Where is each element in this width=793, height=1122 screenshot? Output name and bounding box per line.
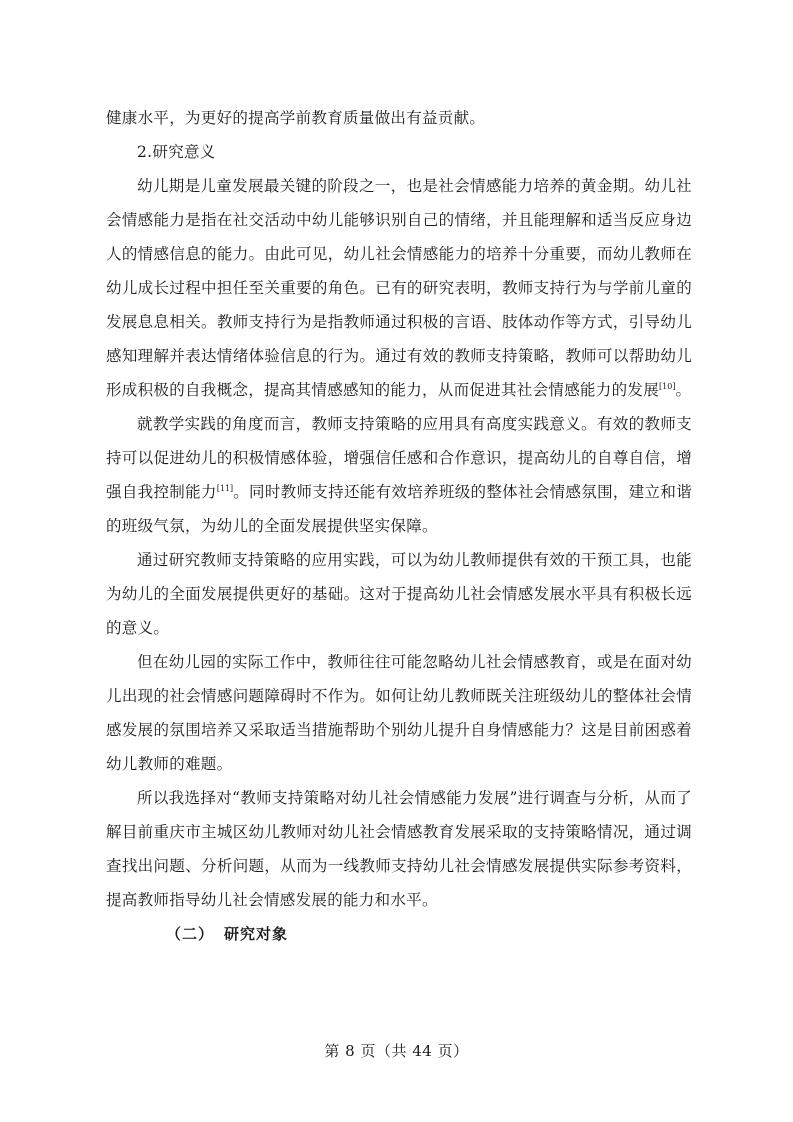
paragraph-1-text: 幼儿期是儿童发展最关键的阶段之一，也是社会情感能力培养的黄金期。幼儿社会情感能力是指在社交活动中幼儿能够识别自己的情绪，并且能理解和适当反应身边人的情感信息的能力。由此可见，幼儿社会情感能力的培养十分重要，而幼儿教师在幼儿成长过程中担任至关重要的角色。已有的研究表明，教师支持行为与学前儿童的发展息息相关。教师支持行为是指教师通过积极的言语、肢体动作等方式，引导幼儿感知理解并表达情绪体验信息的行为。通过有效的教师支持策略，教师可以帮助幼儿形成积极的自我概念，提高其情感感知的能力，从而促进其社会情感能力的发展 (106, 177, 692, 399)
subheading-research-significance: 2.研究意义 (137, 143, 216, 161)
paragraph-2-end: 。同时教师支持还能有效培养班级的整体社会情感氛围，建立和谐的班级气氛，为幼儿的全面发展提供坚实保障。 (106, 483, 692, 535)
section-title: 研究对象 (224, 925, 289, 943)
paragraph-5: 所以我选择对“教师支持策略对幼儿社会情感能力发展”进行调查与分析，从而了解目前重庆市主城区幼儿教师对幼儿社会情感教育发展采取的支持策略情况，通过调查找出问题、分析问题，从而为一线教师支持幼儿社会情感发展提供实际参考资料，提高教师指导幼儿社会情感发展的能力和水平。 (106, 789, 692, 909)
paragraph-2 (106, 407, 692, 543)
continuation-paragraph: 健康水平，为更好的提高学前教育质量做出有益贡献。 (106, 109, 486, 127)
page-number-footer: 第 8 页（共 44 页） (324, 1042, 469, 1060)
paragraph-2-text: 就教学实践的角度而言，教师支持策略的应用具有高度实践意义。有效的教师支持可以促进幼儿的积极情感体验，增强信任感和合作意识，提高幼儿的自尊自信，增强自我控制能力 (106, 415, 692, 501)
paragraph-1-end: 。 (675, 381, 692, 399)
section-heading-research-subjects (106, 917, 692, 951)
paragraph-4: 但在幼儿园的实际工作中，教师往往可能忽略幼儿社会情感教育，或是在面对幼儿出现的社会情感问题障碍时不作为。如何让幼儿教师既关注班级幼儿的整体社会情感发展的氛围培养又采取适当措施帮助个别幼儿提升自身情感能力？这是目前困惑着幼儿教师的难题。 (106, 653, 692, 773)
paragraph-1 (106, 169, 692, 407)
paragraph-3: 通过研究教师支持策略的应用实践，可以为幼儿教师提供有效的干预工具，也能为幼儿的全面发展提供更好的基础。这对于提高幼儿社会情感发展水平具有积极长远的意义。 (106, 551, 692, 637)
section-number: （二） (166, 925, 215, 943)
citation-10[interactable]: [10] (659, 382, 676, 391)
citation-11[interactable]: [11] (216, 484, 234, 493)
document-body (106, 101, 692, 951)
